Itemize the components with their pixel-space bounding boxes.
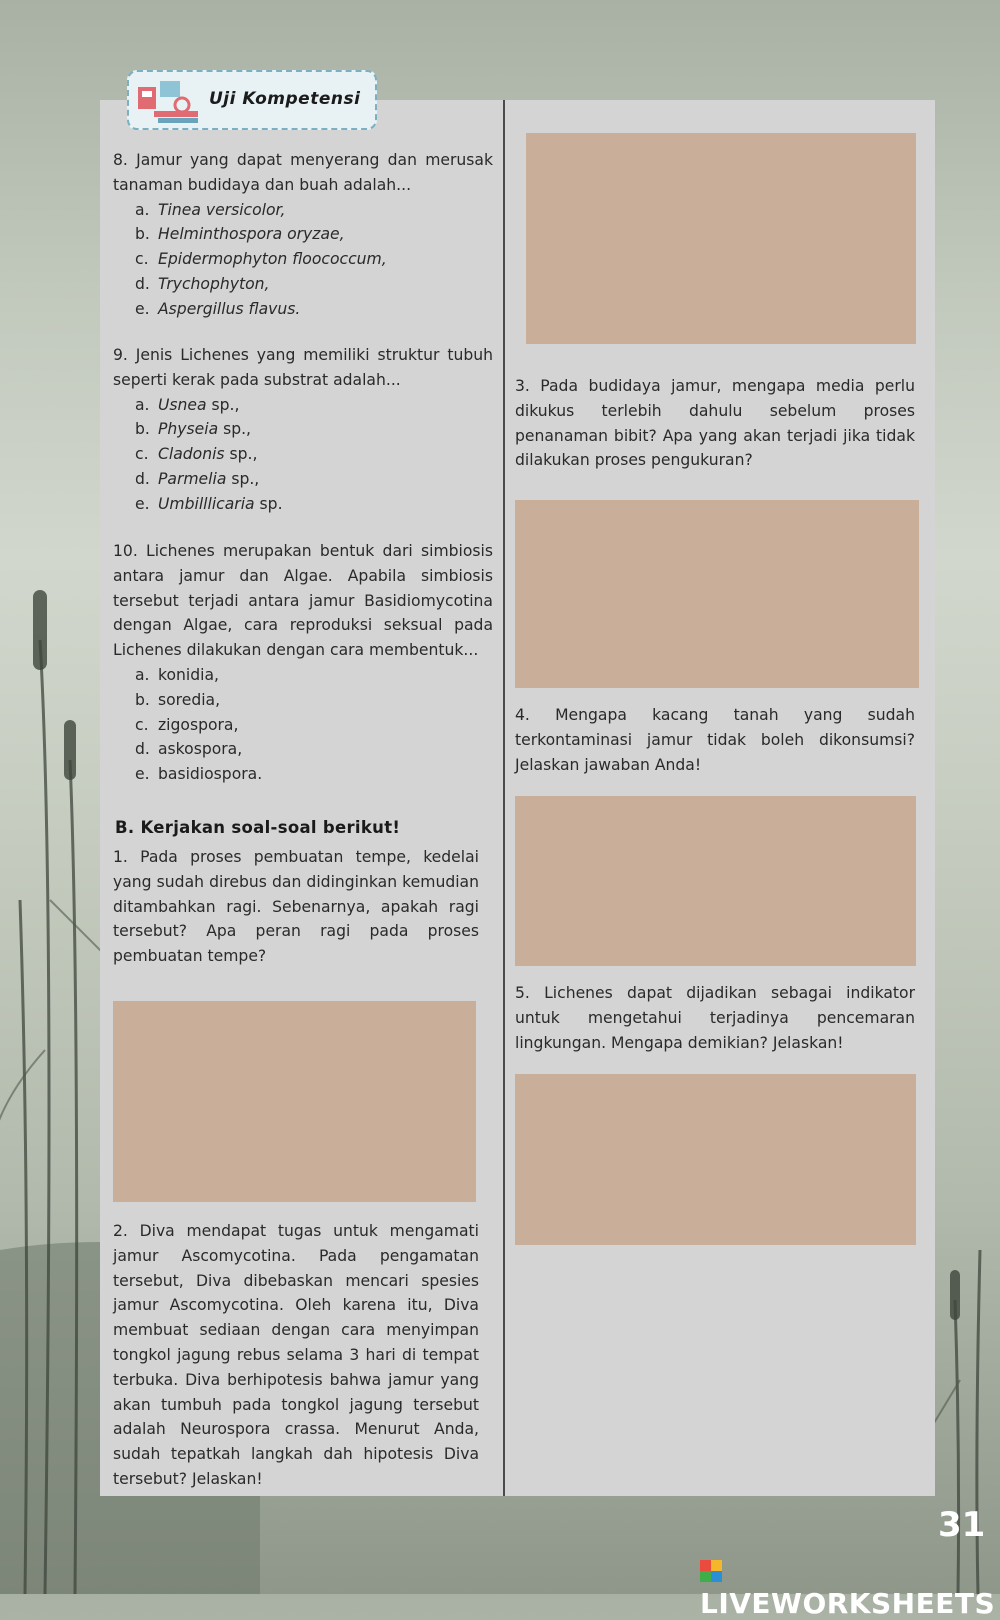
option-a: a. Usnea sp.,	[135, 395, 240, 414]
essay-1	[113, 845, 479, 969]
column-divider	[503, 100, 505, 1496]
question-9-options	[113, 393, 493, 517]
option-d: d. askospora,	[135, 740, 243, 759]
question-9	[113, 343, 493, 517]
answer-box-4[interactable]	[515, 796, 916, 966]
section-b-heading: B. Kerjakan soal-soal berikut!	[115, 818, 401, 837]
study-illustration-icon	[134, 77, 204, 127]
answer-box-1[interactable]	[113, 1001, 476, 1202]
essay-1-text: 1. Pada proses pembuatan tempe, kedelai yang sudah direbus dan didinginkan kemudian ditambahkan ragi. Sebenarnya, apakah ragi tersebut? Apa peran ragi pada proses pembuatan tempe?	[113, 848, 479, 966]
essay-3-text: 3. Pada budidaya jamur, mengapa media perlu dikukus terlebih dahulu sebelum proses penanaman bibit? Apa yang akan terjadi jika tidak dilakukan proses pengukuran?	[515, 377, 915, 470]
question-10-stem: 10. Lichenes merupakan bentuk dari simbiosis antara jamur dan Algae. Apabila simbiosis tersebut terjadi antara jamur Basidiomycotina dengan Algae, cara reproduksi seksual pada Lichenes dilakukan dengan cara membentuk...	[113, 542, 493, 660]
option-e: e. Umbilllicaria sp.	[135, 494, 283, 513]
brand-text: LIVEWORKSHEETS	[700, 1587, 996, 1620]
answer-box-5[interactable]	[515, 1074, 916, 1245]
question-10	[113, 539, 493, 787]
question-8-options	[113, 198, 493, 322]
section-header-tab	[127, 70, 377, 130]
option-b: b. soredia,	[135, 690, 221, 709]
answer-box-3[interactable]	[515, 500, 919, 688]
liveworksheets-logo-icon	[700, 1560, 722, 1582]
essay-5-text: 5. Lichenes dapat dijadikan sebagai indikator untuk mengetahui terjadinya pencemaran lingkungan. Mengapa demikian? Jelaskan!	[515, 984, 915, 1052]
essay-4-text: 4. Mengapa kacang tanah yang sudah terkontaminasi jamur tidak boleh dikonsumsi? Jelaskan jawaban Anda!	[515, 706, 915, 774]
option-d: d. Parmelia sp.,	[135, 469, 260, 488]
header-title: Uji Kompetensi	[209, 89, 361, 109]
question-8-stem: 8. Jamur yang dapat menyerang dan merusak tanaman budidaya dan buah adalah...	[113, 151, 493, 194]
essay-2-text: 2. Diva mendapat tugas untuk mengamati jamur Ascomycotina. Pada pengamatan tersebut, Diva dibebaskan mencari spesies jamur Ascomycotina. Oleh karena itu, Diva membuat sediaan dengan cara menyimpan tongkol jagung rebus selama 3 hari di tempat terbuka. Diva berhipotesis bahwa jamur yang akan tumbuh pada tongkol jagung tersebut adalah Neurospora crassa. Menurut Anda, sudah tepatkah langkah dah hipotesis Diva tersebut? Jelaskan!	[113, 1222, 479, 1488]
question-8	[113, 148, 493, 322]
option-c: c. Cladonis sp.,	[135, 445, 258, 464]
option-b: b. Physeia sp.,	[135, 420, 252, 439]
liveworksheets-brand[interactable]	[700, 1554, 1000, 1620]
option-e: e. Aspergillus flavus.	[135, 299, 301, 318]
option-a: a. konidia,	[135, 665, 219, 684]
option-c: c. zigospora,	[135, 715, 239, 734]
option-d: d. Trychophyton,	[135, 274, 270, 293]
option-a: a. Tinea versicolor,	[135, 200, 286, 219]
answer-box-q10[interactable]	[526, 133, 916, 344]
page-number: 31	[938, 1505, 986, 1545]
question-9-stem: 9. Jenis Lichenes yang memiliki struktur tubuh seperti kerak pada substrat adalah...	[113, 346, 493, 389]
essay-2	[113, 1219, 479, 1492]
essay-5	[515, 981, 915, 1055]
essay-3	[515, 374, 915, 473]
option-e: e. basidiospora.	[135, 765, 263, 784]
option-c: c. Epidermophyton floococcum,	[135, 250, 387, 269]
essay-4	[515, 703, 915, 777]
option-b: b. Helminthospora oryzae,	[135, 225, 345, 244]
question-10-options	[113, 663, 493, 787]
